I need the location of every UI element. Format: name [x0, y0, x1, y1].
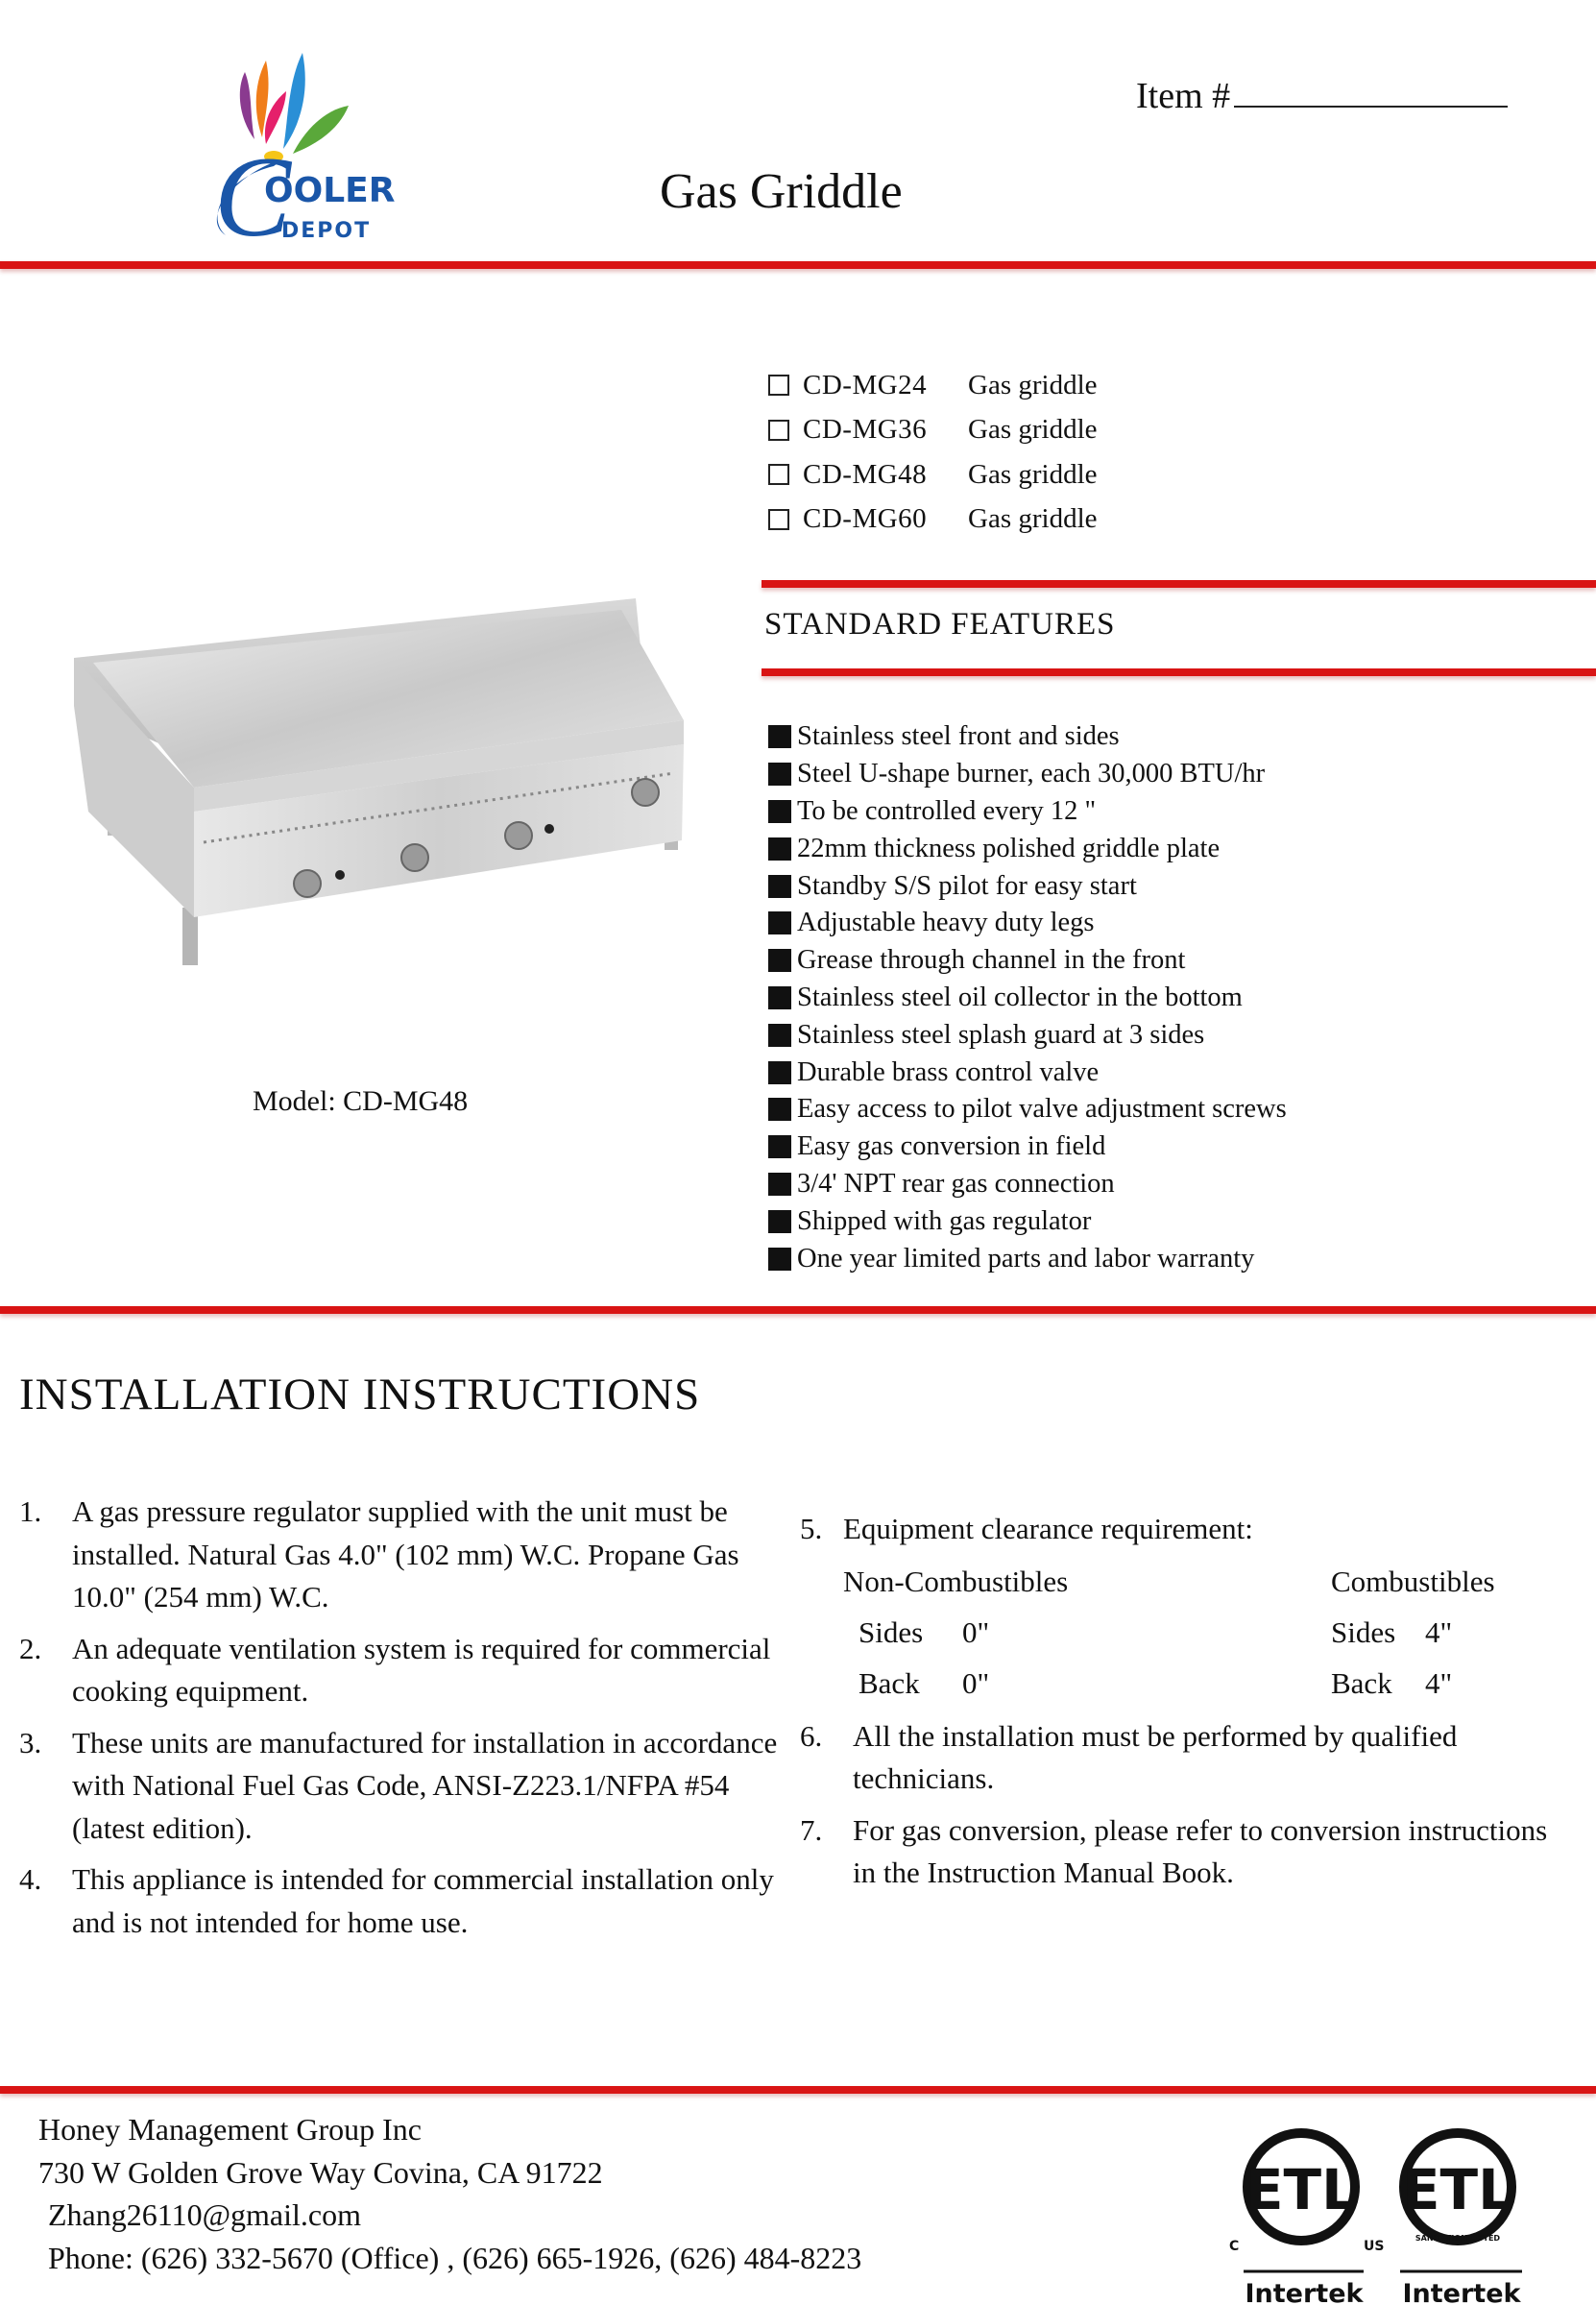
feature-item	[768, 1016, 1287, 1054]
instruction-item	[19, 1491, 778, 1619]
square-bullet-icon	[768, 949, 791, 972]
feature-text: Durable brass control valve	[797, 1056, 1100, 1087]
feature-item	[768, 1240, 1287, 1277]
knob-icon	[401, 844, 428, 871]
instruction-number: 6.	[800, 1718, 823, 1753]
knob-icon	[632, 779, 659, 806]
model-code: CD-MG24	[803, 369, 928, 400]
non-combustible-value: 0"	[962, 1665, 990, 1700]
header-divider	[0, 261, 1596, 269]
feature-text: Stainless steel oil collector in the bottom	[797, 982, 1243, 1012]
feature-item	[768, 718, 1287, 756]
feature-text: To be controlled every 12 "	[797, 795, 1097, 826]
combustible-value: 4"	[1425, 1614, 1453, 1649]
svg-text:US: US	[1364, 2239, 1385, 2254]
item-number-blank[interactable]	[1234, 77, 1508, 108]
square-bullet-icon	[768, 763, 791, 786]
clearance-row	[843, 1659, 1568, 1710]
svg-text:ETL: ETL	[1245, 2157, 1358, 2222]
installation-heading: INSTALLATION INSTRUCTIONS	[19, 1370, 701, 1419]
square-bullet-icon	[768, 725, 791, 748]
feature-text: 3/4' NPT rear gas connection	[797, 1168, 1115, 1199]
footer-divider	[0, 2086, 1596, 2094]
logo-brand-line1: OOLER	[264, 171, 396, 210]
instruction-text: A gas pressure regulator supplied with the unit must be installed. Natural Gas 4.0" (102 mm) W.C. Propane Gas 10.0" (254 mm) W.C.	[72, 1494, 739, 1614]
knob-icon	[294, 870, 321, 897]
model-option[interactable]	[768, 363, 1098, 408]
model-checkbox[interactable]	[768, 464, 789, 485]
square-bullet-icon	[768, 1135, 791, 1158]
installation-divider	[0, 1306, 1596, 1314]
feature-item	[768, 867, 1287, 905]
feature-item	[768, 1166, 1287, 1203]
instruction-number: 3.	[19, 1725, 42, 1759]
page-title: Gas Griddle	[660, 164, 903, 219]
feature-text: Easy gas conversion in field	[797, 1131, 1106, 1162]
instruction-item	[800, 1715, 1568, 1801]
installation-list-left	[19, 1491, 778, 1953]
feature-text: Stainless steel front and sides	[797, 721, 1120, 752]
svg-text:Intertek: Intertek	[1402, 2279, 1521, 2305]
features-top-divider	[762, 580, 1596, 588]
non-combustible-value: 0"	[962, 1614, 990, 1649]
clearance-header-row	[843, 1557, 1568, 1608]
instruction-text: These units are manufactured for installation in accordance with National Fuel Gas Code, ANSI-Z223.1/NFPA #54 (latest edition).	[72, 1725, 778, 1845]
company-name: Honey Management Group Inc	[38, 2112, 422, 2147]
feature-text: Standby S/S pilot for easy start	[797, 870, 1137, 901]
feature-item	[768, 756, 1287, 793]
instruction-text: This appliance is intended for commercial installation only and is not intended for home use.	[72, 1862, 774, 1939]
model-checklist	[768, 363, 1098, 542]
clearance-table	[843, 1557, 1568, 1710]
combustibles-label: Combustibles	[1331, 1564, 1495, 1598]
instruction-item	[19, 1628, 778, 1713]
instruction-number: 4.	[19, 1862, 42, 1896]
non-combustibles-label: Non-Combustibles	[843, 1564, 1069, 1598]
clearance-side-label: Sides	[858, 1614, 924, 1649]
knob-icon	[505, 822, 532, 849]
feature-item	[768, 980, 1287, 1017]
product-model-caption: Model: CD-MG48	[253, 1085, 469, 1117]
model-checkbox[interactable]	[768, 420, 789, 441]
model-description: Gas griddle	[968, 503, 1098, 535]
feature-item	[768, 942, 1287, 980]
model-checkbox[interactable]	[768, 375, 789, 396]
feature-item	[768, 793, 1287, 831]
feature-text: 22mm thickness polished griddle plate	[797, 833, 1221, 863]
instruction-number: 2.	[19, 1631, 42, 1665]
instruction-item	[19, 1858, 778, 1944]
model-description: Gas griddle	[968, 414, 1098, 446]
feature-text: Grease through channel in the front	[797, 945, 1186, 976]
square-bullet-icon	[768, 1061, 791, 1084]
feature-item	[768, 1202, 1287, 1240]
installation-list-right	[800, 1508, 1568, 1904]
model-option[interactable]	[768, 497, 1098, 543]
square-bullet-icon	[768, 800, 791, 823]
company-address: 730 W Golden Grove Way Covina, CA 91722	[38, 2154, 603, 2190]
feature-item	[768, 1128, 1287, 1166]
feature-text: Steel U-shape burner, each 30,000 BTU/hr	[797, 759, 1266, 789]
instruction-item	[800, 1508, 1568, 1551]
contact-phone: Phone: (626) 332-5670 (Office) , (626) 665-1926, (626) 484-8223	[48, 2240, 862, 2275]
square-bullet-icon	[768, 911, 791, 934]
etl-sanitation-mark-icon	[1400, 2133, 1522, 2305]
features-heading: STANDARD FEATURES	[764, 607, 1116, 642]
feature-item	[768, 905, 1287, 942]
model-checkbox[interactable]	[768, 509, 789, 530]
model-option[interactable]	[768, 408, 1098, 453]
instruction-text: All the installation must be performed by qualified technicians.	[853, 1718, 1458, 1795]
contact-info	[38, 2108, 861, 2279]
features-bottom-divider	[762, 668, 1596, 676]
clearance-row	[843, 1608, 1568, 1659]
feature-text: Stainless steel splash guard at 3 sides	[797, 1019, 1205, 1050]
logo-brand-line2: DEPOT	[281, 219, 372, 243]
feature-item	[768, 1054, 1287, 1091]
square-bullet-icon	[768, 1173, 791, 1196]
griddle-product-image	[69, 591, 722, 989]
svg-text:LISTED: LISTED	[1282, 2235, 1320, 2245]
instruction-number: 5.	[800, 1512, 823, 1545]
square-bullet-icon	[768, 986, 791, 1009]
combustible-value: 4"	[1425, 1665, 1453, 1700]
item-number-label: Item #	[1136, 76, 1231, 116]
model-description: Gas griddle	[968, 458, 1098, 490]
instruction-item	[800, 1809, 1568, 1895]
svg-text:SANITATION LISTED: SANITATION LISTED	[1415, 2234, 1501, 2243]
svg-text:C: C	[1229, 2239, 1240, 2254]
clearance-side-label: Sides	[1331, 1614, 1396, 1649]
etl-listed-mark-icon	[1229, 2133, 1384, 2305]
feature-text: Easy access to pilot valve adjustment screws	[797, 1094, 1287, 1125]
square-bullet-icon	[768, 875, 791, 898]
cooler-depot-logo	[158, 53, 427, 245]
instruction-number: 1.	[19, 1494, 42, 1528]
clearance-side-label: Back	[1331, 1665, 1392, 1700]
feature-item	[768, 1091, 1287, 1128]
feature-text: Shipped with gas regulator	[797, 1205, 1092, 1236]
instruction-text: An adequate ventilation system is required for commercial cooking equipment.	[72, 1631, 771, 1708]
model-option[interactable]	[768, 452, 1098, 497]
model-code: CD-MG60	[803, 503, 928, 535]
instruction-text: For gas conversion, please refer to conversion instructions in the Instruction Manual Book.	[853, 1812, 1548, 1889]
square-bullet-icon	[768, 1098, 791, 1121]
svg-text:ETL: ETL	[1401, 2157, 1514, 2222]
feature-item	[768, 830, 1287, 867]
features-list	[768, 718, 1287, 1277]
clearance-side-label: Back	[858, 1665, 920, 1700]
square-bullet-icon	[768, 1210, 791, 1233]
contact-email[interactable]: Zhang26110@gmail.com	[48, 2197, 361, 2232]
square-bullet-icon	[768, 1248, 791, 1271]
instruction-item	[19, 1722, 778, 1851]
model-code: CD-MG36	[803, 414, 928, 446]
square-bullet-icon	[768, 837, 791, 861]
model-description: Gas griddle	[968, 369, 1098, 400]
model-code: CD-MG48	[803, 458, 928, 490]
item-number-field	[1136, 75, 1508, 117]
svg-text:Intertek: Intertek	[1245, 2279, 1364, 2305]
logo-c-letter: C	[214, 133, 292, 245]
square-bullet-icon	[768, 1024, 791, 1047]
feature-text: One year limited parts and labor warranty	[797, 1243, 1255, 1274]
instruction-number: 7.	[800, 1812, 823, 1847]
feature-text: Adjustable heavy duty legs	[797, 908, 1095, 938]
instruction-text: Equipment clearance requirement:	[843, 1512, 1253, 1545]
certification-marks	[1220, 2127, 1536, 2305]
